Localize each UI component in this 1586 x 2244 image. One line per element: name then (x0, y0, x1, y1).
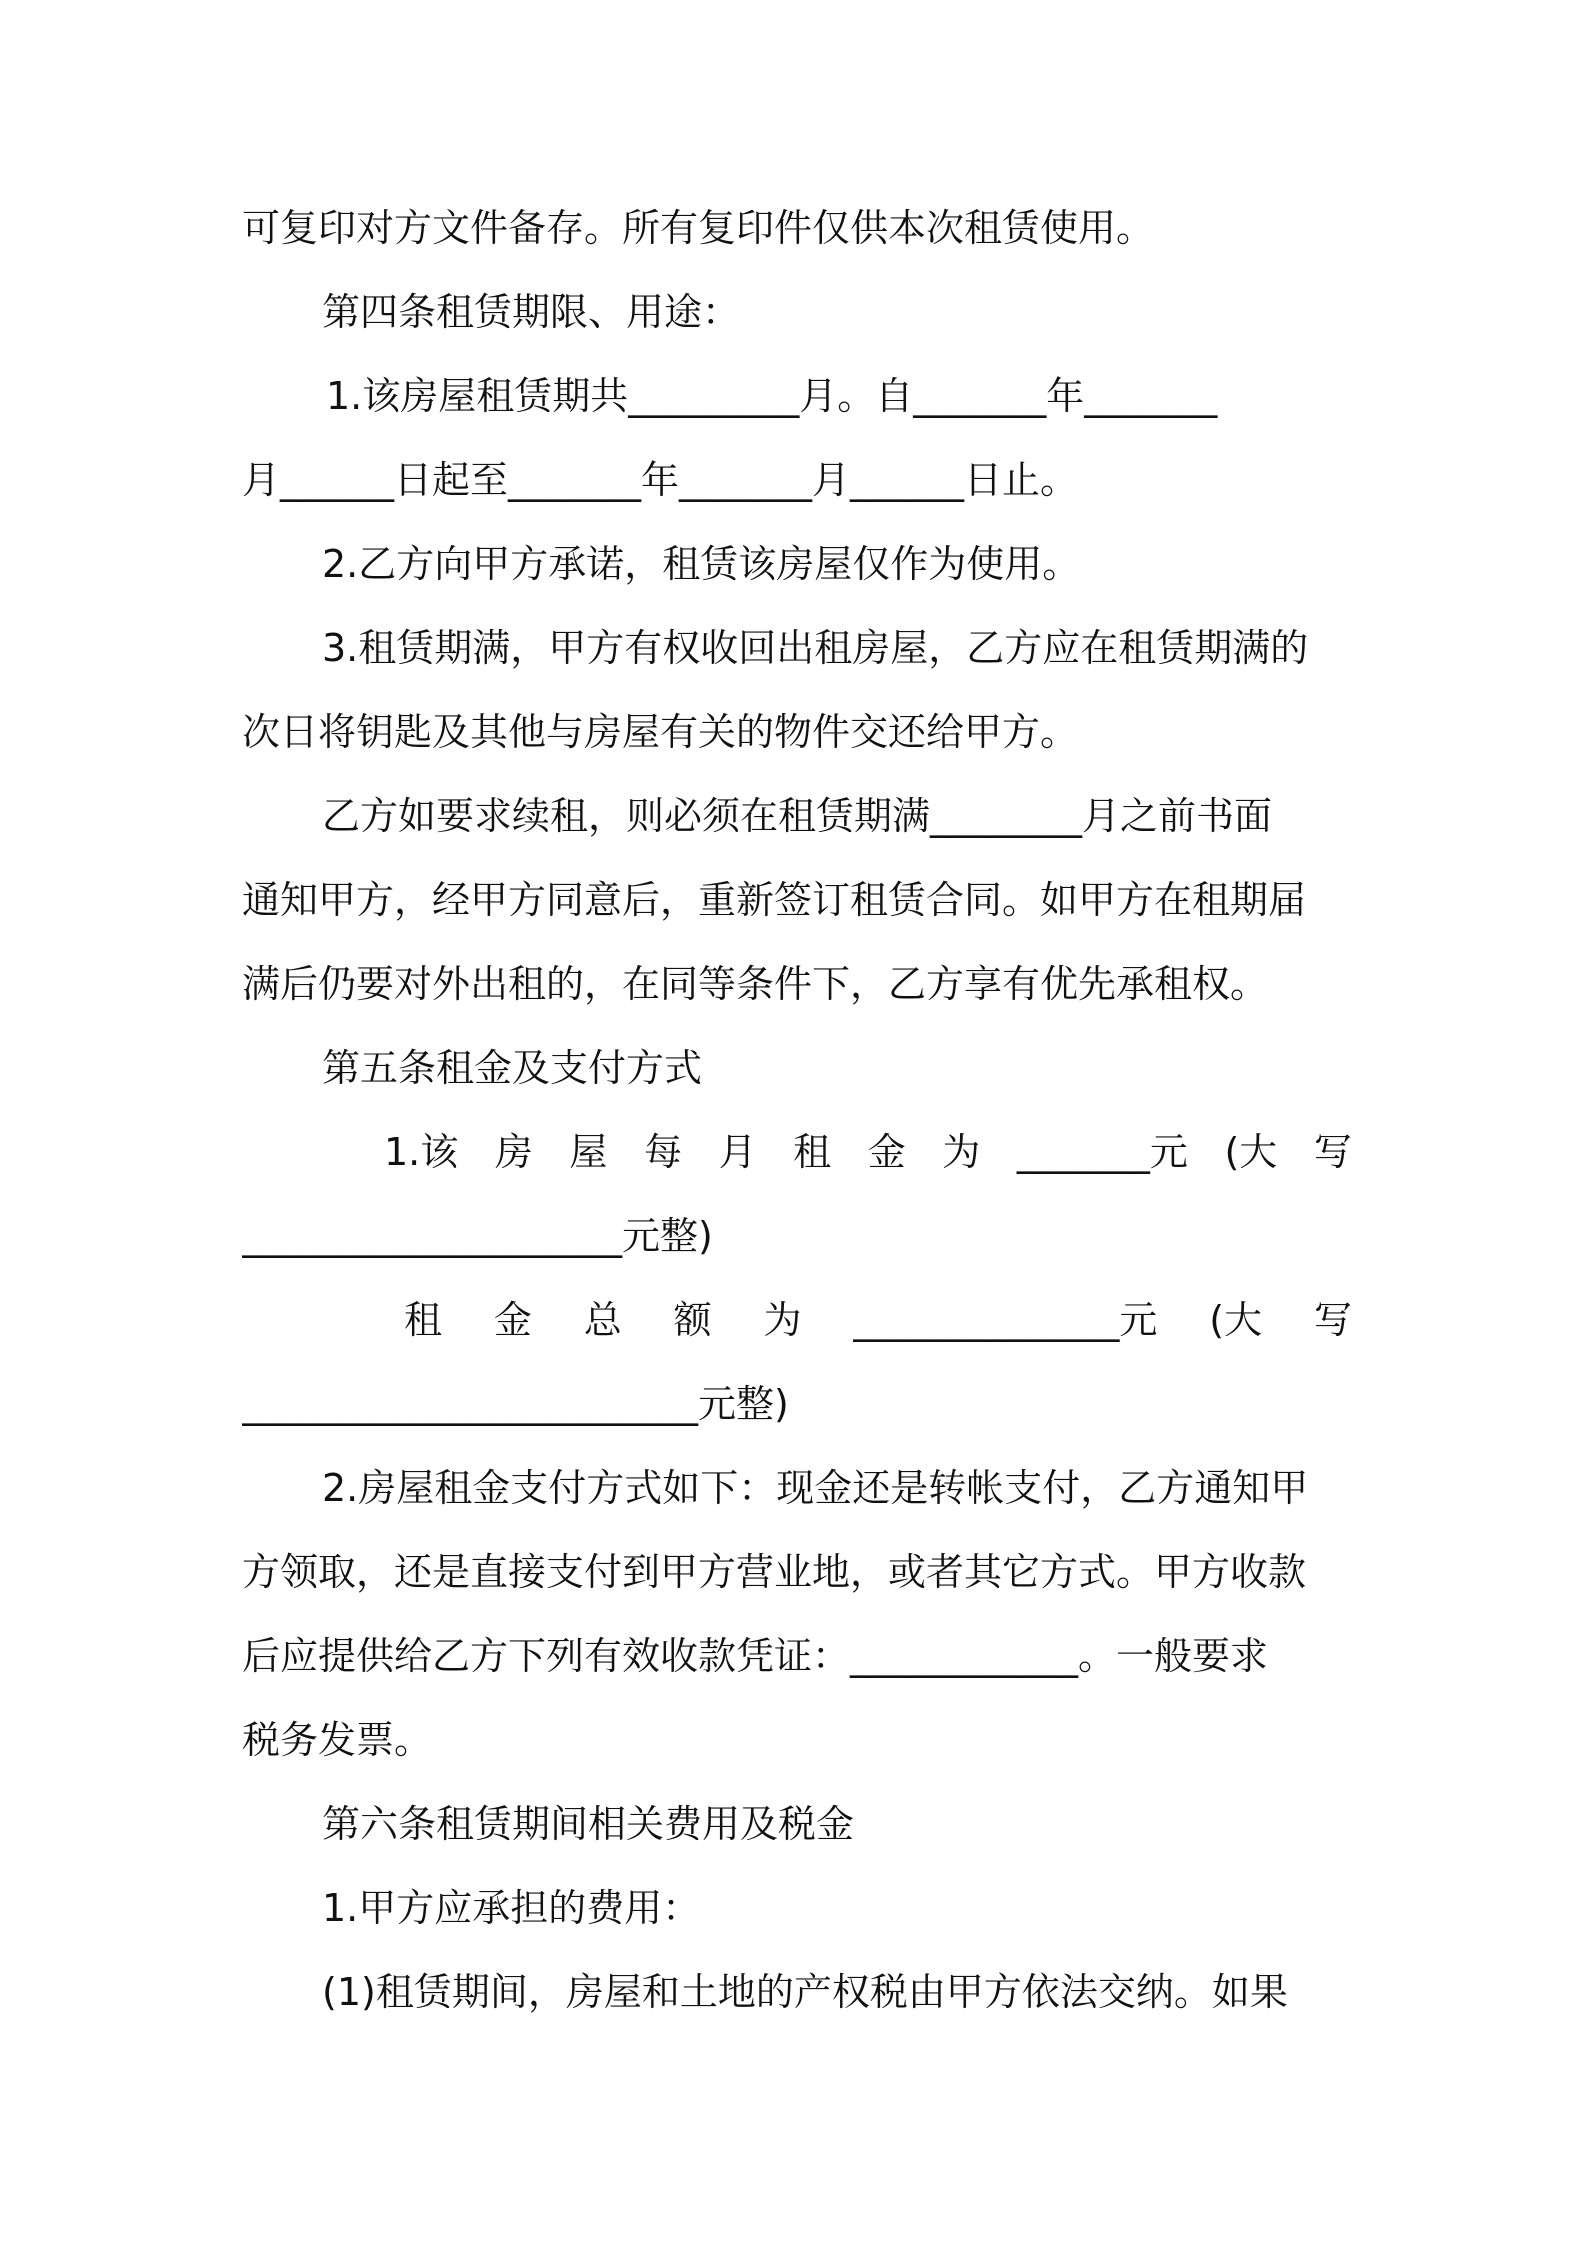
renewal-line: 乙方如要求续租，则必须在租赁期满________月之前书面 (322, 794, 1273, 838)
text-fragment: 写 (1313, 1130, 1352, 1174)
text-fragment: 月 (718, 1130, 757, 1174)
text-fragment: ______________元 (853, 1298, 1158, 1342)
text-fragment: 写 (1313, 1298, 1352, 1342)
text-line: ____________________元整) (242, 1214, 713, 1258)
text-fragment: 1.该 (384, 1130, 459, 1174)
lease-expiry-line: 3.租赁期满，甲方有权收回出租房屋，乙方应在租赁期满的 (322, 626, 1309, 670)
text-line: (1)租赁期间，房屋和土地的产权税由甲方依法交纳。如果 (322, 1970, 1288, 2014)
text-fragment: 租 (404, 1298, 443, 1342)
payment-method-line: 2.房屋租金支付方式如下：现金还是转帐支付，乙方通知甲 (322, 1466, 1309, 1510)
text-fragment: (大 (1224, 1130, 1278, 1174)
usage-promise-line: 2.乙方向甲方承诺，租赁该房屋仅作为使用。 (322, 542, 1081, 586)
text-fragment: 房 (494, 1130, 533, 1174)
text-line: 可复印对方文件备存。所有复印件仅供本次租赁使用。 (242, 206, 1155, 250)
text-line: 满后仍要对外出租的，在同等条件下，乙方享有优先承租权。 (242, 962, 1269, 1006)
text-line: 1.甲方应承担的费用： (322, 1886, 701, 1930)
text-fragment: 租 (793, 1130, 832, 1174)
text-fragment: 每 (643, 1130, 682, 1174)
text-line: 后应提供给乙方下列有效收款凭证：____________。一般要求 (242, 1634, 1269, 1678)
text-fragment: _______元 (1016, 1130, 1188, 1174)
article-4-heading: 第四条租赁期限、用途： (322, 290, 741, 334)
total-rent-line (404, 1290, 1352, 1350)
text-line: 次日将钥匙及其他与房屋有关的物件交还给甲方。 (242, 710, 1079, 754)
lease-term-line: 1.该房屋租赁期共_________月。自_______年_______ (326, 374, 1218, 418)
lease-dates-line: 月______日起至_______年_______月______日止。 (242, 458, 1079, 502)
article-6-heading: 第六条租赁期间相关费用及税金 (322, 1802, 855, 1846)
text-line: 税务发票。 (242, 1718, 433, 1762)
text-fragment: 金 (493, 1298, 532, 1342)
text-line: ________________________元整) (242, 1382, 789, 1426)
text-fragment: (大 (1209, 1298, 1263, 1342)
text-fragment: 为 (763, 1298, 802, 1342)
text-fragment: 总 (583, 1298, 622, 1342)
monthly-rent-line (384, 1122, 1352, 1182)
text-fragment: 为 (942, 1130, 981, 1174)
text-line: 通知甲方，经甲方同意后，重新签订租赁合同。如甲方在租期届 (242, 878, 1307, 922)
text-fragment: 金 (867, 1130, 906, 1174)
text-line: 方领取，还是直接支付到甲方营业地，或者其它方式。甲方收款 (242, 1550, 1307, 1594)
article-5-heading: 第五条租金及支付方式 (322, 1046, 703, 1090)
text-fragment: 额 (673, 1298, 712, 1342)
text-fragment: 屋 (569, 1130, 608, 1174)
